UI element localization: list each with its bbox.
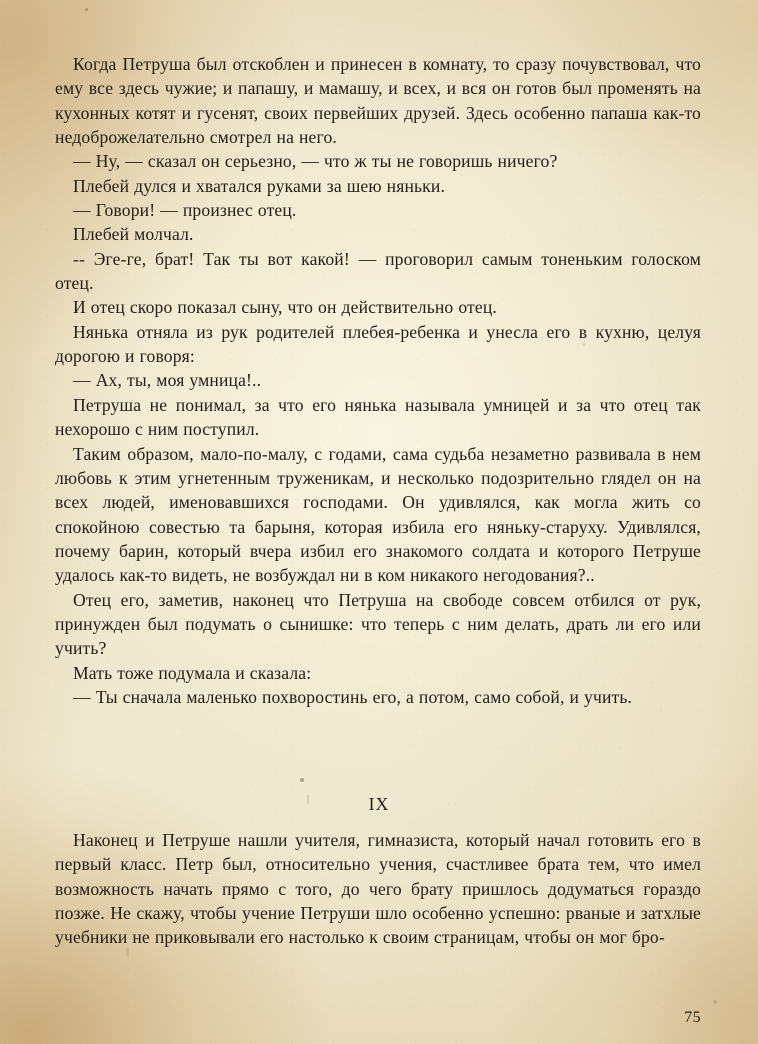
- ink-speck: [713, 1000, 717, 1004]
- paragraph: Отец его, заметив, наконец что Петруша на свободе совсем отбился от рук, принужден был подумать о сынишке: что теперь с ним делать, драть ли его или учить?: [55, 589, 701, 659]
- paragraph: — Говори! — произнес отец.: [73, 200, 297, 221]
- paragraph: -- Эге-ге, брат! Так ты вот какой! — проговорил самым тоненьким голоском отец.: [55, 248, 701, 294]
- paragraph: Когда Петруша был отскоблен и принесен в комнату, то сразу почувствовал, что ему все здесь чужие; и папашу, и мамашу, и всех, и вся он готов был променять на кухонных котят и гусенят, своих первейших друзей. Здесь особенно папаша как-то недоброжелательно смотрел на него.: [55, 54, 701, 148]
- paragraph: Нянька отняла из рук родителей плебея-ребенка и унесла его в кухню, целуя дорогою и говоря:: [55, 321, 701, 367]
- ink-speck: [300, 778, 304, 782]
- paragraph: Мать тоже подумала и сказала:: [73, 662, 312, 683]
- body-text-block-after-heading: [55, 828, 701, 950]
- paragraph: Петруша не понимал, за что его нянька называла умницей и за что отец так нехорошо с ним поступил.: [55, 394, 701, 440]
- paragraph: — Ты сначала маленько похворостинь его, а потом, само собой, и учить.: [73, 686, 633, 707]
- paragraph: — Ах, ты, моя умница!..: [73, 370, 262, 391]
- paragraph: — Ну, — сказал он серьезно, — что ж ты не говоришь ничего?: [73, 151, 558, 172]
- paragraph: Таким образом, мало-по-малу, с годами, сама судьба незаметно развивала в нем любовь к этим угнетенным труженикам, и несколько подозрительно глядел он на всех людей, именовавшихся господами. Он удивлялся, как могла жить со спокойною совестью та барыня, которая избила его няньку-старуху. Удивлялся, почему барин, который вчера избил его знакомого солдата и которого Петруше удалось как-то видеть, не возбуждал ни в ком никакого негодования?..: [55, 443, 701, 586]
- body-text-block: [55, 52, 701, 709]
- paragraph: Плебей молчал.: [73, 224, 194, 245]
- paragraph: Наконец и Петруше нашли учителя, гимназиста, который начал готовить его в первый класс. Петр был, относительно учения, счастливее брата тем, что имел возможность начать прямо с того, до чего брату пришлось додуматься гораздо позже. Не скажу, чтобы учение Петруши шло особенно успешно: рваные и затхлые учебники не приковывали его настолько к своим страницам, чтобы он мог бро-: [55, 830, 701, 948]
- chapter-heading: IX: [368, 794, 390, 814]
- ink-speck: [85, 8, 88, 11]
- page-number: 75: [684, 1009, 701, 1026]
- paragraph: И отец скоро показал сыну, что он действительно отец.: [73, 297, 497, 318]
- paragraph: Плебей дулся и хватался руками за шею няньки.: [73, 175, 445, 196]
